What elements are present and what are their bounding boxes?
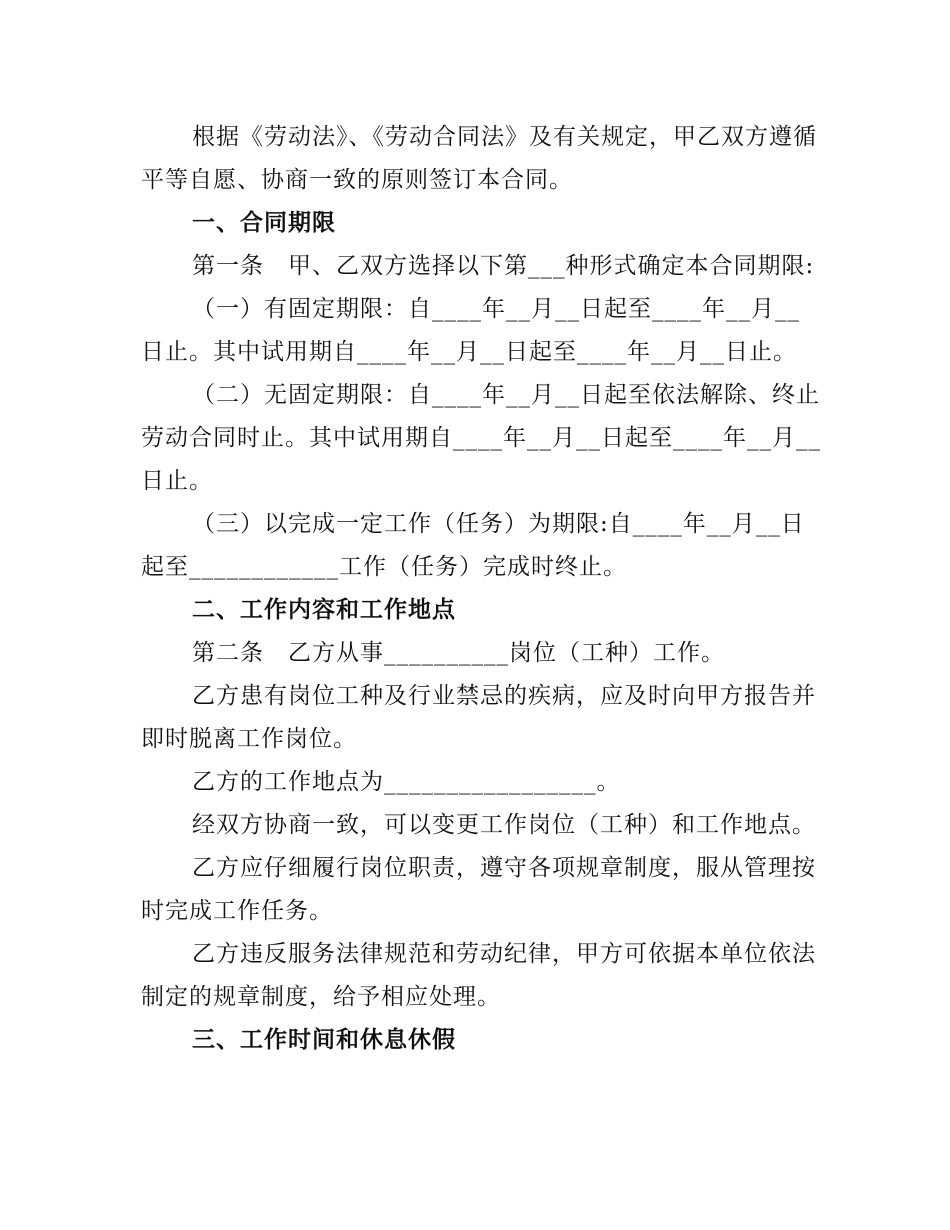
duties-clause: 乙方应仔细履行岗位职责，遵守各项规章制度，服从管理按时完成工作任务。 (141, 855, 816, 924)
section-heading-working-hours: 三、工作时间和休息休假 (192, 1027, 456, 1053)
article-1: 第一条 甲、乙双方选择以下第___种形式确定本合同期限: (192, 253, 815, 279)
term-option-open-ended: （二）无固定期限：自____年__月__日起至依法解除、终止劳动合同时止。其中试用期自____年__月__日起至____年__月__日止。 (141, 382, 821, 494)
article-2: 第二条 乙方从事__________岗位（工种）工作。 (192, 640, 725, 666)
illness-clause: 乙方患有岗位工种及行业禁忌的疾病，应及时向甲方报告并即时脱离工作岗位。 (141, 683, 816, 752)
section-heading-contract-term: 一、合同期限 (192, 210, 336, 236)
term-option-task-based: （三）以完成一定工作（任务）为期限:自____年__月__日起至____________工作（任务）完成时终止。 (141, 511, 805, 580)
intro-paragraph: 根据《劳动法》、《劳动合同法》及有关规定，甲乙双方遵循平等自愿、协商一致的原则签订本合同。 (141, 124, 817, 193)
contract-body (141, 116, 821, 1062)
discipline-clause: 乙方违反服务法律规范和劳动纪律，甲方可依据本单位依法制定的规章制度，给予相应处理。 (141, 941, 816, 1010)
change-clause: 经双方协商一致，可以变更工作岗位（工种）和工作地点。 (192, 812, 816, 838)
work-location-clause: 乙方的工作地点为_________________。 (192, 769, 621, 795)
section-heading-work-content: 二、工作内容和工作地点 (192, 597, 456, 623)
term-option-fixed: （一）有固定期限：自____年__月__日起至____年__月__日止。其中试用期自____年__月__日起至____年__月__日止。 (141, 296, 800, 365)
